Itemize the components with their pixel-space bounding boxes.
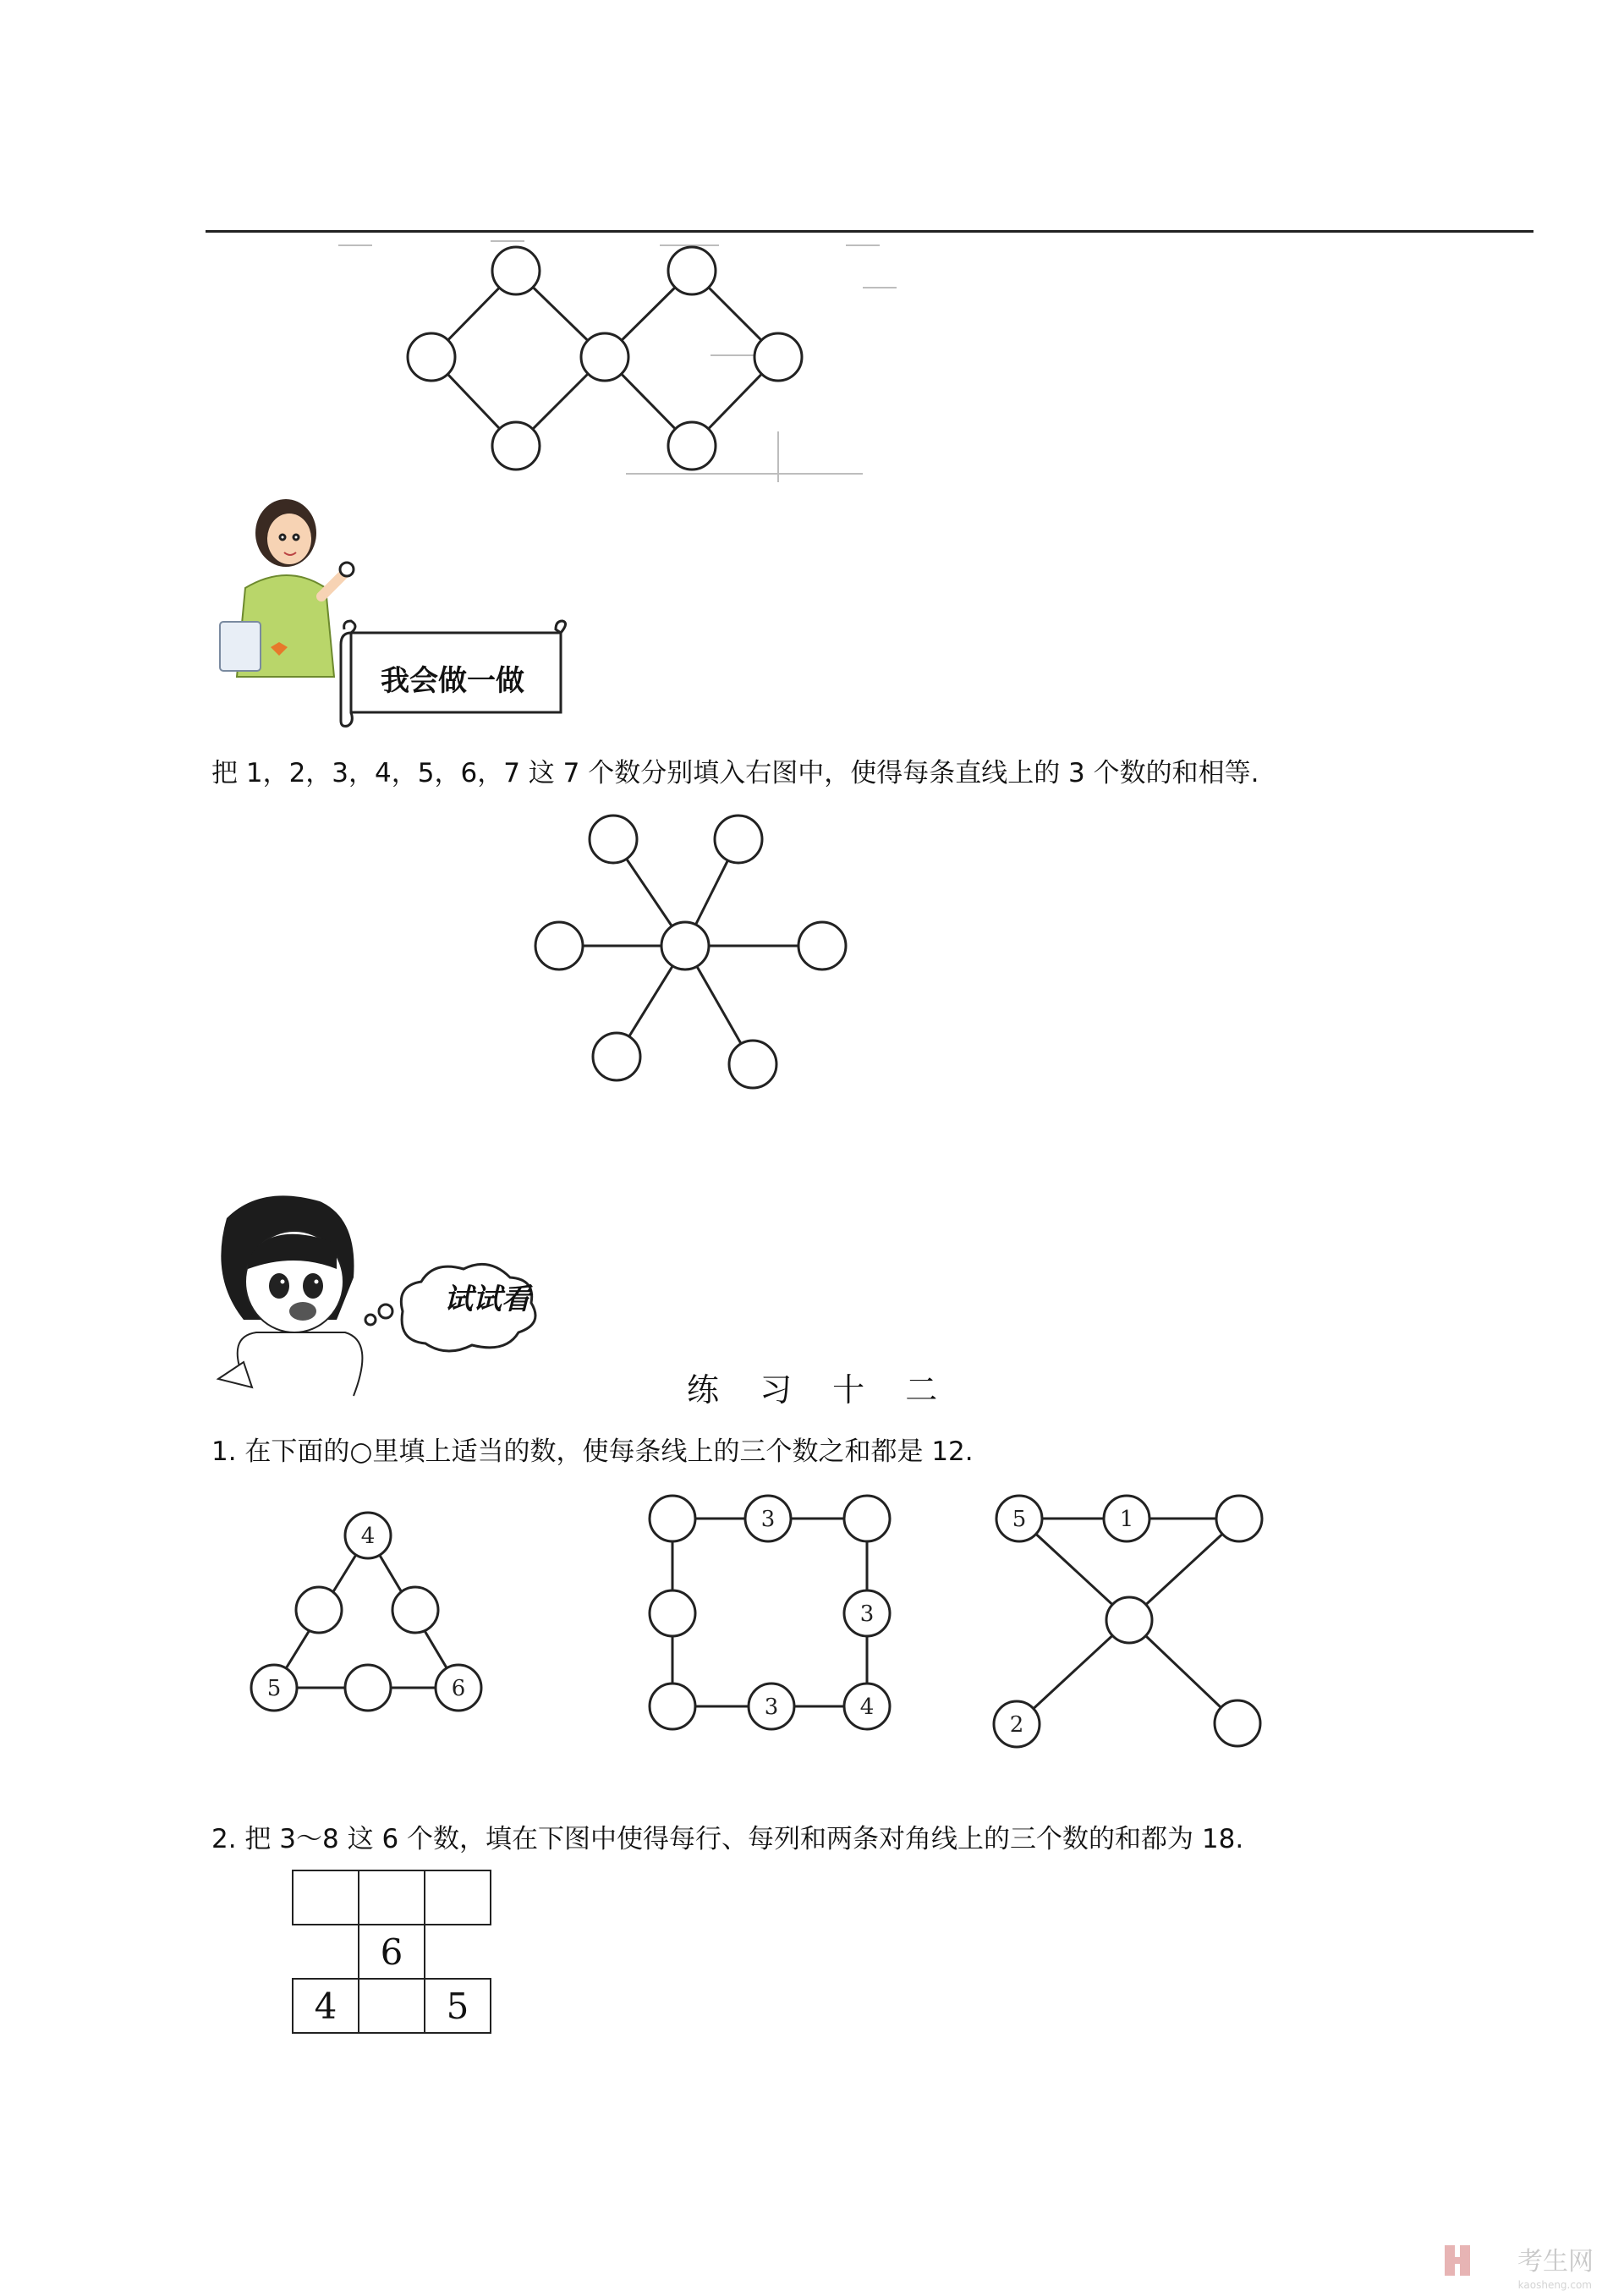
triangle-label-bottom-left: 5 [266, 1676, 282, 1701]
x-label-bottom-left: 2 [1009, 1712, 1024, 1738]
star-node[interactable] [593, 1033, 640, 1080]
star-node[interactable] [729, 1041, 776, 1088]
grid-row [293, 1870, 491, 1925]
star-node[interactable] [715, 816, 762, 863]
star-node[interactable] [590, 816, 637, 863]
x-node[interactable] [1215, 1700, 1260, 1746]
x-label-top-mid: 1 [1119, 1507, 1134, 1532]
grid-cell: 4 [293, 1979, 359, 2033]
diamond-node[interactable] [492, 422, 540, 470]
watermark-logo-icon [1443, 2244, 1473, 2277]
triangle-node[interactable] [392, 1587, 438, 1633]
square-label-bottom-mid: 3 [764, 1695, 779, 1720]
x-node[interactable] [1216, 1496, 1262, 1541]
square-label-top-mid: 3 [760, 1507, 776, 1532]
grid-cell: 5 [425, 1979, 491, 2033]
triangle-label-top: 4 [360, 1524, 376, 1549]
x-label-top-left: 5 [1012, 1507, 1027, 1532]
square-label-right-mid: 3 [859, 1601, 875, 1627]
star-node[interactable] [798, 922, 846, 969]
square-label-bottom-right: 4 [859, 1695, 875, 1720]
diamond-node[interactable] [581, 333, 628, 381]
diamond-node[interactable] [408, 333, 455, 381]
star-node[interactable] [535, 922, 583, 969]
grid-cell: 6 [359, 1925, 425, 1979]
x-node-center[interactable] [1106, 1597, 1152, 1643]
square-node[interactable] [844, 1496, 890, 1541]
square-node[interactable] [650, 1496, 695, 1541]
star-center-node[interactable] [661, 922, 709, 969]
cloud-label: 试试看 [444, 1283, 530, 1316]
double-diamond-figure [398, 245, 812, 482]
diamond-node[interactable] [754, 333, 802, 381]
triangle-node[interactable] [296, 1587, 342, 1633]
triangle-node[interactable] [345, 1665, 391, 1711]
grid-cell[interactable] [359, 1979, 425, 2033]
grid-row [293, 1979, 491, 2033]
x-shape-figure [994, 1493, 1273, 1755]
watermark-brand: 考生网 [1517, 2247, 1594, 2277]
exercise-1-text: 1. 在下面的○里填上适当的数，使每条线上的三个数之和都是 12. [211, 1436, 974, 1467]
section-title: 练 习 十 二 [687, 1371, 953, 1409]
scroll-banner-label: 我会做一做 [381, 664, 524, 698]
square-figure [647, 1493, 901, 1738]
grid-cell[interactable] [425, 1925, 491, 1979]
diamond-node[interactable] [668, 422, 716, 470]
triangle-label-bottom-right: 6 [451, 1676, 466, 1701]
watermark-site: kaosheng.com [1517, 2279, 1592, 2291]
magic-square-grid [292, 1870, 491, 2034]
triangle-figure [250, 1510, 495, 1713]
square-node[interactable] [650, 1590, 695, 1636]
grid-cell[interactable] [293, 1870, 359, 1925]
grid-cell[interactable] [359, 1870, 425, 1925]
grid-cell[interactable] [425, 1870, 491, 1925]
square-node[interactable] [650, 1684, 695, 1729]
star-problem-text: 把 1，2，3，4，5，6，7 这 7 个数分别填入右图中，使得每条直线上的 3 个数的和相等. [211, 758, 1259, 788]
grid-cell[interactable] [293, 1925, 359, 1979]
grid-row [293, 1925, 491, 1979]
diamond-node[interactable] [668, 247, 716, 294]
exercise-2-text: 2. 把 3～8 这 6 个数，填在下图中使得每行、每列和两条对角线上的三个数的和都为 18. [211, 1824, 1244, 1854]
star-figure [529, 808, 867, 1096]
diamond-node[interactable] [492, 247, 540, 294]
